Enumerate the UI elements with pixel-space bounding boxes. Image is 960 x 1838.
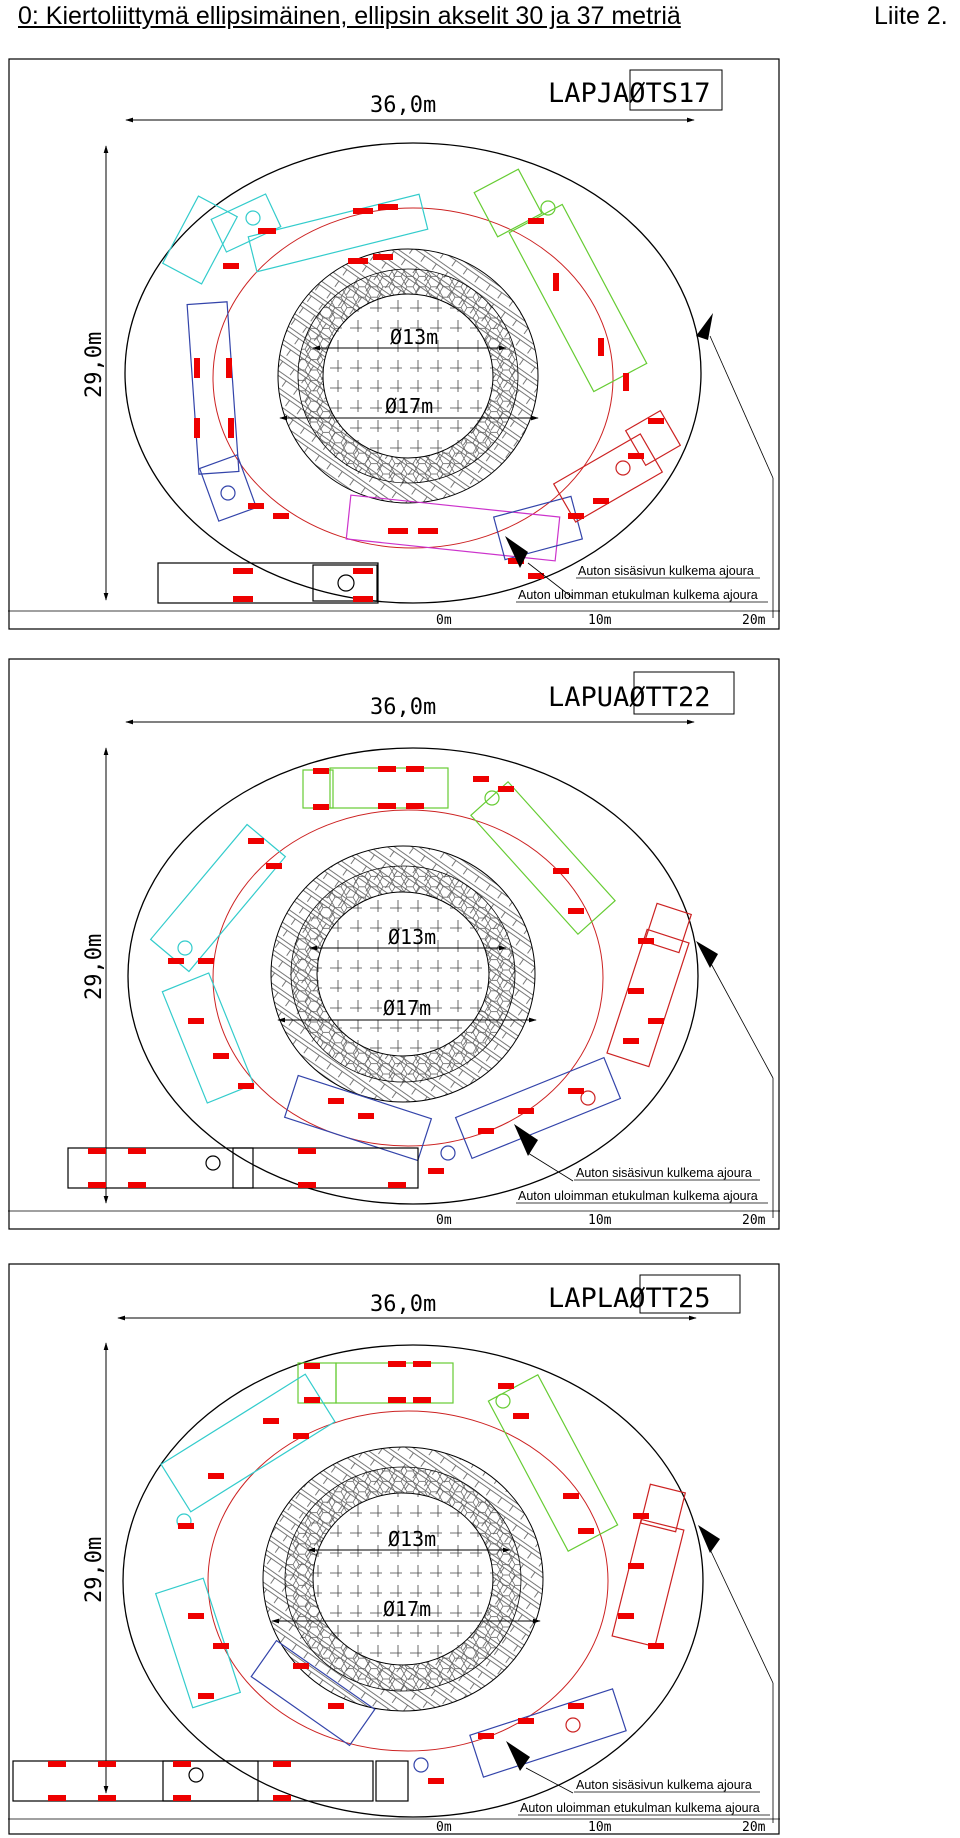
central-island <box>271 846 535 1102</box>
document-title: 0: Kiertoliittymä ellipsimäinen, ellipsin akselit 30 ja 37 metriä <box>18 2 681 30</box>
inner-diameter-label: Ø13m <box>388 925 437 949</box>
scale-label-10: 10m <box>588 613 612 628</box>
outer-diameter-label: Ø17m <box>385 394 434 418</box>
drawing-panel-1 <box>8 58 780 630</box>
outer-diameter-label: Ø17m <box>383 996 432 1020</box>
appendix-label: Liite 2. <box>874 2 948 30</box>
page-header <box>0 0 960 40</box>
legend-outer-path: Auton uloimman etukulman kulkema ajoura <box>518 588 758 602</box>
width-dimension-label: 36,0m <box>370 695 437 720</box>
legend-inner-path: Auton sisäsivun kulkema ajoura <box>576 1166 752 1180</box>
scale-label-0: 0m <box>436 613 452 628</box>
roundabout-drawing <box>8 1263 780 1835</box>
scale-label-20: 20m <box>742 1213 766 1228</box>
vehicle-code: LAPLAØTT25 <box>548 1283 711 1314</box>
scale-label-0: 0m <box>436 1820 452 1835</box>
height-dimension-label: 29,0m <box>82 331 107 398</box>
scale-label-20: 20m <box>742 613 766 628</box>
scale-label-10: 10m <box>588 1820 612 1835</box>
width-dimension-label: 36,0m <box>370 1292 437 1317</box>
height-dimension-label: 29,0m <box>82 1536 107 1603</box>
scale-label-0: 0m <box>436 1213 452 1228</box>
scale-label-20: 20m <box>742 1820 766 1835</box>
drawing-panel-2 <box>8 658 780 1230</box>
vehicle-code: LAPUAØTT22 <box>548 682 711 713</box>
height-dimension-label: 29,0m <box>82 933 107 1000</box>
inner-diameter-label: Ø13m <box>388 1527 437 1551</box>
roundabout-drawing <box>8 658 780 1230</box>
legend-inner-path: Auton sisäsivun kulkema ajoura <box>576 1778 752 1792</box>
width-dimension-label: 36,0m <box>370 93 437 118</box>
legend-outer-path: Auton uloimman etukulman kulkema ajoura <box>520 1801 760 1815</box>
roundabout-drawing <box>8 58 780 630</box>
legend-outer-path: Auton uloimman etukulman kulkema ajoura <box>518 1189 758 1203</box>
inner-diameter-label: Ø13m <box>390 325 439 349</box>
central-island <box>263 1447 543 1711</box>
outer-diameter-label: Ø17m <box>383 1597 432 1621</box>
central-island <box>278 249 538 503</box>
vehicle-code: LAPJAØTS17 <box>548 78 711 109</box>
legend-inner-path: Auton sisäsivun kulkema ajoura <box>578 564 754 578</box>
scale-label-10: 10m <box>588 1213 612 1228</box>
drawing-panel-3 <box>8 1263 780 1835</box>
